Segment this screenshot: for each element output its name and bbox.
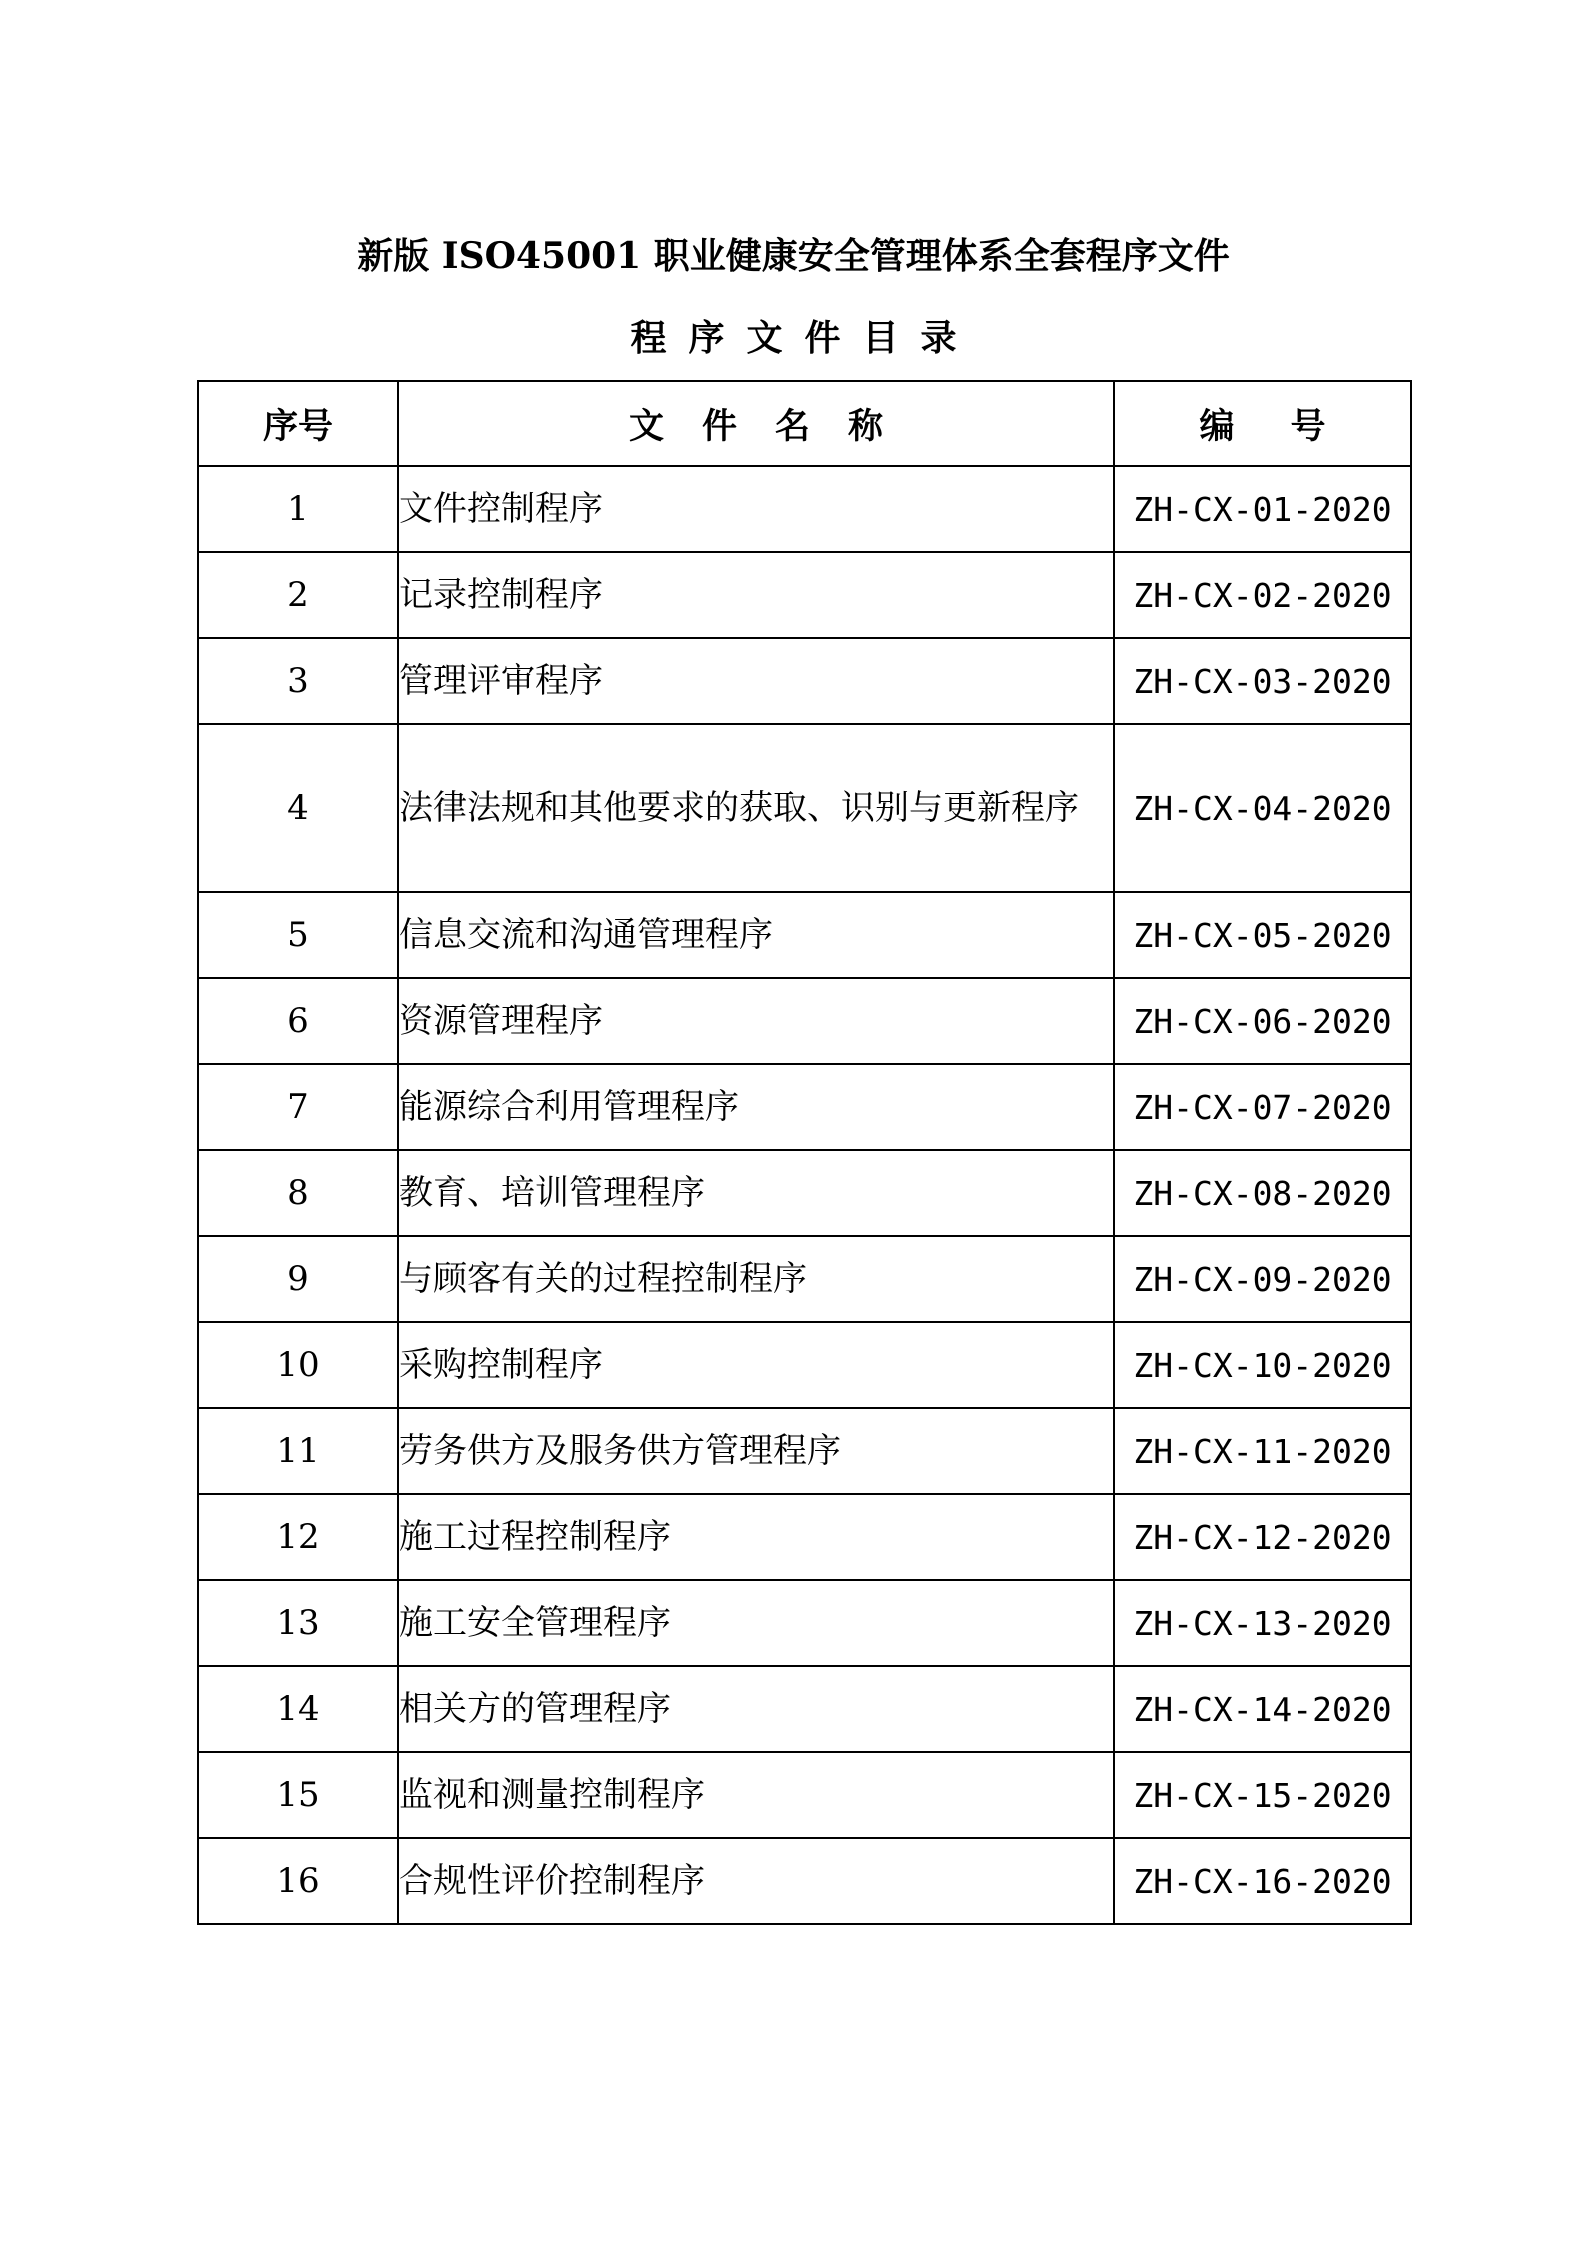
row-document-name: 合规性评价控制程序 [398, 1838, 1114, 1924]
table-header-row [198, 381, 1411, 466]
row-document-code: ZH-CX-01-2020 [1114, 466, 1411, 552]
row-document-code: ZH-CX-05-2020 [1114, 892, 1411, 978]
column-header-name: 文件名称 [398, 381, 1114, 466]
row-document-code: ZH-CX-11-2020 [1114, 1408, 1411, 1494]
row-document-code: ZH-CX-03-2020 [1114, 638, 1411, 724]
column-header-number: 序号 [198, 381, 398, 466]
row-document-code: ZH-CX-02-2020 [1114, 552, 1411, 638]
row-number: 3 [198, 638, 398, 724]
row-document-name: 文件控制程序 [398, 466, 1114, 552]
row-document-code: ZH-CX-07-2020 [1114, 1064, 1411, 1150]
row-number: 8 [198, 1150, 398, 1236]
table-row [198, 466, 1411, 552]
row-document-code: ZH-CX-08-2020 [1114, 1150, 1411, 1236]
row-document-code: ZH-CX-13-2020 [1114, 1580, 1411, 1666]
table-row [198, 1494, 1411, 1580]
document-subtitle: 程序文件目录 [630, 317, 979, 359]
row-document-code: ZH-CX-09-2020 [1114, 1236, 1411, 1322]
table-row [198, 638, 1411, 724]
row-number: 6 [198, 978, 398, 1064]
table-row [198, 552, 1411, 638]
row-document-name: 管理评审程序 [398, 638, 1114, 724]
table-row [198, 1150, 1411, 1236]
row-document-name: 相关方的管理程序 [398, 1666, 1114, 1752]
row-number: 1 [198, 466, 398, 552]
row-document-code: ZH-CX-06-2020 [1114, 978, 1411, 1064]
row-number: 11 [198, 1408, 398, 1494]
table-row [198, 1236, 1411, 1322]
row-number: 10 [198, 1322, 398, 1408]
procedure-table [197, 380, 1412, 1925]
table-row [198, 1666, 1411, 1752]
row-document-name: 能源综合利用管理程序 [398, 1064, 1114, 1150]
row-document-code: ZH-CX-16-2020 [1114, 1838, 1411, 1924]
row-document-code: ZH-CX-04-2020 [1114, 724, 1411, 892]
table-row [198, 724, 1411, 892]
table-row [198, 1838, 1411, 1924]
row-document-name: 记录控制程序 [398, 552, 1114, 638]
row-number: 14 [198, 1666, 398, 1752]
row-document-name: 施工过程控制程序 [398, 1494, 1114, 1580]
row-number: 15 [198, 1752, 398, 1838]
row-document-name: 劳务供方及服务供方管理程序 [398, 1408, 1114, 1494]
table-row [198, 1408, 1411, 1494]
row-document-name: 施工安全管理程序 [398, 1580, 1114, 1666]
row-document-name: 信息交流和沟通管理程序 [398, 892, 1114, 978]
table-row [198, 978, 1411, 1064]
row-number: 2 [198, 552, 398, 638]
document-title: 新版 ISO45001 职业健康安全管理体系全套程序文件 [357, 235, 1230, 277]
row-number: 9 [198, 1236, 398, 1322]
row-document-code: ZH-CX-14-2020 [1114, 1666, 1411, 1752]
table-row [198, 1752, 1411, 1838]
row-document-code: ZH-CX-12-2020 [1114, 1494, 1411, 1580]
row-document-name: 教育、培训管理程序 [398, 1150, 1114, 1236]
row-document-name: 资源管理程序 [398, 978, 1114, 1064]
table-row [198, 1064, 1411, 1150]
row-number: 12 [198, 1494, 398, 1580]
row-document-name: 监视和测量控制程序 [398, 1752, 1114, 1838]
row-number: 5 [198, 892, 398, 978]
row-document-code: ZH-CX-10-2020 [1114, 1322, 1411, 1408]
table-row [198, 1322, 1411, 1408]
table-body [198, 466, 1411, 1924]
row-document-code: ZH-CX-15-2020 [1114, 1752, 1411, 1838]
row-number: 4 [198, 724, 398, 892]
row-document-name: 法律法规和其他要求的获取、识别与更新程序 [398, 724, 1114, 892]
row-document-name: 采购控制程序 [398, 1322, 1114, 1408]
row-number: 16 [198, 1838, 398, 1924]
column-header-code: 编号 [1114, 381, 1411, 466]
row-number: 7 [198, 1064, 398, 1150]
table-row [198, 1580, 1411, 1666]
row-number: 13 [198, 1580, 398, 1666]
row-document-name: 与顾客有关的过程控制程序 [398, 1236, 1114, 1322]
table-row [198, 892, 1411, 978]
